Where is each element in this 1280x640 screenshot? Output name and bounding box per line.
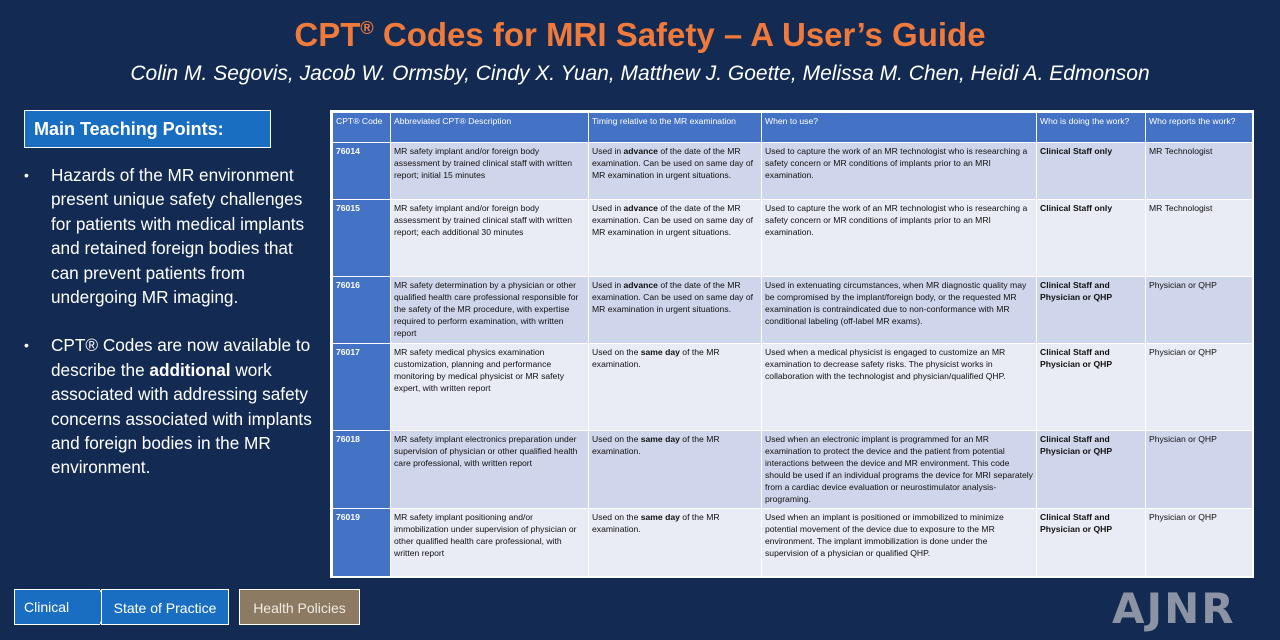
cpt-codes-table [330,110,1254,578]
cell-reports: Physician or QHP [1146,509,1253,577]
timing-pre: Used in [592,203,624,213]
cell-description: MR safety medical physics examination customization, planning and performance monitoring by medical physicist or MR safety expert, with written report [391,344,589,431]
bullet-text-bold: additional [149,359,231,380]
timing-pre: Used on the [592,512,641,522]
timing-bold: advance [623,203,658,213]
cell-description: MR safety implant and/or foreign body assessment by trained clinical staff with written report; initial 15 minutes [391,143,589,200]
nav-health-policies-button[interactable]: Health Policies [239,589,360,625]
bullet-item [24,333,324,479]
title-reg-mark: ® [360,18,374,38]
bullet-text-post: work associated with addressing safety concerns associated with implants and foreign bodies in the MR environment. [51,359,312,478]
cell-who: Clinical Staff only [1037,200,1146,277]
header-description: Abbreviated CPT® Description [391,113,589,143]
cell-code: 76017 [333,344,391,431]
table-row [333,200,1253,277]
table-row [333,143,1253,200]
authors: Colin M. Segovis, Jacob W. Ormsby, Cindy X. Yuan, Matthew J. Goette, Melissa M. Chen, Heidi A. Edmonson [130,62,1150,85]
cell-when: Used when an implant is positioned or immobilized to minimize potential movement of the device due to exposure to the MR environment. The implant immobilization is done under the supervision of a physician or qualified QHP. [762,509,1037,577]
timing-pre: Used in [592,146,624,156]
cell-code: 76015 [333,200,391,277]
cell-timing [589,200,762,277]
title-rest: Codes for MRI Safety – A User’s Guide [373,16,986,53]
table-row [333,344,1253,431]
timing-bold: advance [623,280,658,290]
cell-when: Used when a medical physicist is engaged to customize an MR examination to decrease safety risks. The physicist works in collaboration with the technologist and physician/qualified QHP. [762,344,1037,431]
cell-timing [589,277,762,344]
page-title [0,16,1280,54]
main-teaching-points-heading: Main Teaching Points: [24,110,271,148]
cell-reports: MR Technologist [1146,143,1253,200]
bullet-item [24,163,324,309]
cell-who: Clinical Staff only [1037,143,1146,200]
timing-bold: same day [640,347,680,357]
header-reports: Who reports the work? [1146,113,1253,143]
cell-when: Used when an electronic implant is programmed for an MR examination to protect the device and the patient from potential interactions between the device and MR environment. This code should be used if an individual programs the device for MRI separately from a cardiac device evaluation or neurostimulator analysis-programing. [762,431,1037,509]
table-row [333,509,1253,577]
header-timing: Timing relative to the MR examination [589,113,762,143]
cell-code: 76019 [333,509,391,577]
header-who: Who is doing the work? [1037,113,1146,143]
title-cpt: CPT [294,16,361,53]
cell-description: MR safety implant positioning and/or immobilization under supervision of physician or other qualified health care professional, with written report [391,509,589,577]
timing-post: of the date of the MR examination. Can be used on same day of MR examination in urgent situations. [592,146,753,180]
cell-reports: Physician or QHP [1146,344,1253,431]
cell-timing [589,344,762,431]
timing-bold: advance [623,146,658,156]
cell-who: Clinical Staff and Physician or QHP [1037,431,1146,509]
bullet-text: Hazards of the MR environment present unique safety challenges for patients with medical implants and retained foreign bodies that can prevent patients from undergoing MR imaging. [51,165,305,308]
bullet-dot-icon: • [24,337,29,354]
table-row [333,277,1253,344]
timing-post: of the MR examination. [592,434,720,456]
header-when: When to use? [762,113,1037,143]
cell-who: Clinical Staff and Physician or QHP [1037,509,1146,577]
timing-post: of the date of the MR examination. Can be used on same day of MR examination in urgent situations. [592,280,753,314]
cell-reports: Physician or QHP [1146,431,1253,509]
cell-when: Used to capture the work of an MR technologist who is researching a safety concern or MR conditions of implants prior to an MRI examination. [762,200,1037,277]
bullet-text [51,333,324,479]
ajnr-logo: AJNR [1112,584,1236,633]
cell-reports: Physician or QHP [1146,277,1253,344]
bullet-dot-icon: • [24,167,29,183]
cell-description: MR safety implant and/or foreign body assessment by trained clinical staff with written report; each additional 30 minutes [391,200,589,277]
timing-post: of the MR examination. [592,512,720,534]
cell-when: Used to capture the work of an MR technologist who is researching a safety concern or MR conditions of implants prior to an MRI examination. [762,143,1037,200]
teaching-bullets [24,163,324,504]
timing-post: of the MR examination. [592,347,720,369]
cell-code: 76018 [333,431,391,509]
timing-pre: Used in [592,280,624,290]
cell-who: Clinical Staff and Physician or QHP [1037,277,1146,344]
timing-pre: Used on the [592,434,641,444]
timing-bold: same day [640,512,680,522]
cell-timing [589,431,762,509]
table-header-row [333,113,1253,143]
cell-reports: MR Technologist [1146,200,1253,277]
cell-code: 76014 [333,143,391,200]
cell-description: MR safety implant electronics preparation under supervision of physician or other qualified health care professional, with written report [391,431,589,509]
timing-pre: Used on the [592,347,641,357]
timing-post: of the date of the MR examination. Can be used on same day of MR examination in urgent situations. [592,203,753,237]
cell-timing [589,143,762,200]
cell-when: Used in extenuating circumstances, when MR diagnostic quality may be compromised by the implant/foreign body, or the requested MR examination is contraindicated due to non-conformance with MR conditional labeling (off-label MR exams). [762,277,1037,344]
cell-timing [589,509,762,577]
cell-who: Clinical Staff and Physician or QHP [1037,344,1146,431]
cell-code: 76016 [333,277,391,344]
table-row [333,431,1253,509]
bullet-text-pre: CPT® Codes are now available to describe the [51,335,311,380]
timing-bold: same day [640,434,680,444]
header-code: CPT® Code [333,113,391,143]
nav-state-of-practice-button[interactable]: State of Practice [101,589,229,625]
cell-description: MR safety determination by a physician or other qualified health care professional responsible for the safety of the MR procedure, with expertise required to perform examination, with written report [391,277,589,344]
nav-clinical-label: Clinical [24,599,70,615]
